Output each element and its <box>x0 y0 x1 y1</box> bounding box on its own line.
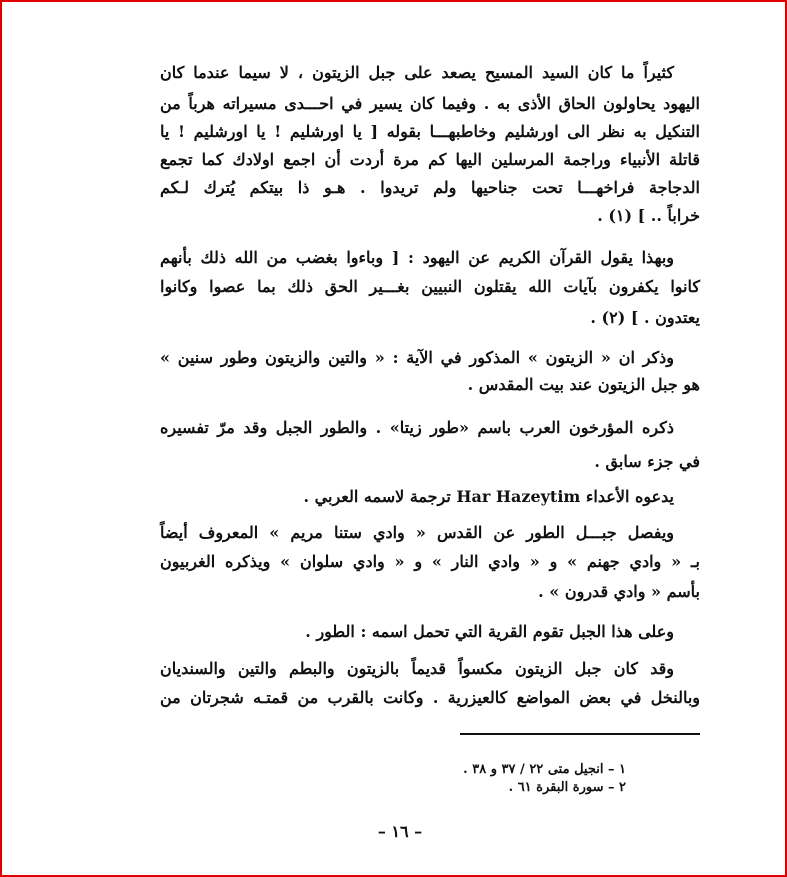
page-number: – ١٦ – <box>377 822 423 841</box>
text-line: قاتلة الأنبياء وراجمة المرسلين اليها كم مرة أردت أن اجمع اولادك كما تجمع <box>160 150 700 169</box>
text-line: كثيراً ما كان السيد المسيح يصعد على جبل الزيتون ، لا سيما عندما كان <box>160 63 674 82</box>
text-line: وذكر ان « الزيتون » المذكور في الآية : « والتين والزيتون وطور سنين » <box>160 348 674 367</box>
text-line: ويفصل جبـــل الطور عن القدس « وادي ستنا مريم » المعروف أيضاً <box>160 523 674 542</box>
text-line: وبهذا يقول القرآن الكريم عن اليهود : [ وباءوا بغضب من الله ذلك بأنهم <box>160 248 674 267</box>
footnote: ٢ – سورة البقرة ٦١ . <box>508 780 626 795</box>
text-line: خراباً .. ] (١) . <box>597 206 700 225</box>
text-line: يعتدون . ] (٢) . <box>590 308 700 327</box>
text-line: بـ « وادي جهنم » و « وادي النار » و « وادي سلوان » ويذكره الغربيون <box>160 552 700 571</box>
text-line: اليهود يحاولون الحاق الأذى به . وفيما كان يسير في احـــدى مسيراته هرباً من <box>160 94 700 113</box>
text-line: في جزء سابق . <box>594 452 700 471</box>
text-line: كانوا يكفرون بآيات الله يقتلون النبيين بغـــير الحق ذلك بما عصوا وكانوا <box>160 277 700 296</box>
text-line: يدعوه الأعداء Har Hazeytim ترجمة لاسمه العربي . <box>303 487 674 506</box>
text-line: وبالنخل في بعض المواضع كالعيزرية . وكانت بالقرب من قمتـه شجرتان من <box>160 688 700 707</box>
text-line: وعلى هذا الجبل تقوم القرية التي تحمل اسمه : الطور . <box>305 622 674 641</box>
text-line: هو جبل الزيتون عند بيت المقدس . <box>467 375 700 394</box>
text-line: وقد كان جبل الزيتون مكسواً قديماً بالزيتون والبطم والتين والسنديان <box>160 659 674 678</box>
text-line: ذكره المؤرخون العرب باسم «طور زيتا» . والطور الجبل وقد مرّ تفسيره <box>160 418 674 437</box>
footnote-separator <box>460 733 700 735</box>
footnote: ١ – انجيل متى ٢٢ / ٣٧ و ٣٨ . <box>463 762 626 777</box>
text-line: الدجاجة فراخهـــا تحت جناحيها ولم تريدوا . هـو ذا بيتكم يُترك لـكم <box>160 178 700 197</box>
text-line: بأسم « وادي قدرون » . <box>538 582 700 601</box>
text-line: التنكيل به نظر الى اورشليم وخاطبهـــا بقوله [ يا اورشليم ! يا اورشليم ! يا <box>160 122 700 141</box>
